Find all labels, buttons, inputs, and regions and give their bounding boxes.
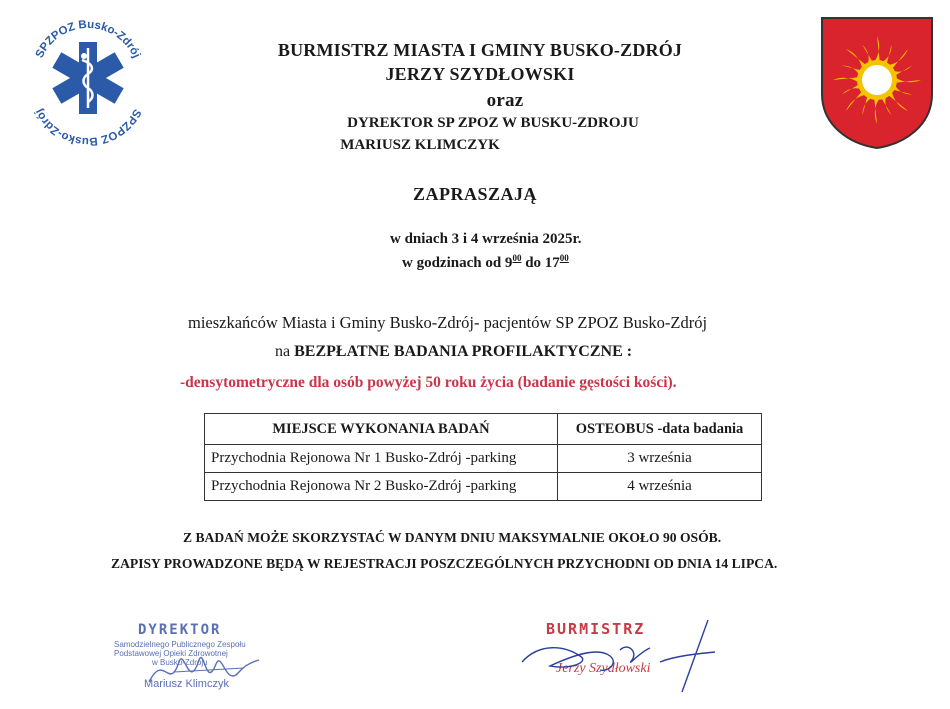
notice-capacity: Z BADAŃ MOŻE SKORZYSTAĆ W DANYM DNIU MAKSYMALNIE OKOŁO 90 OSÓB. — [183, 530, 722, 545]
logo-text-bottom: SPZPOZ Busko-Zdrój — [32, 106, 143, 148]
header-director-title: DYREKTOR SP ZPOZ W BUSKU-ZDROJU — [347, 115, 639, 131]
mayor-stamp: BURMISTRZ Jerzy Szydłowski — [510, 612, 730, 704]
table-row — [205, 473, 762, 501]
header-place: MIEJSCE WYKONANIA BADAŃ — [205, 414, 558, 445]
row-place: Przychodnia Rejonowa Nr 2 Busko-Zdrój -parking — [205, 473, 558, 501]
row-date: 4 września — [558, 473, 762, 501]
mayor-signature — [510, 612, 730, 704]
crest-sun-icon — [818, 14, 936, 152]
date-line: w dniach 3 i 4 września 2025r. — [390, 231, 582, 247]
header-and: oraz — [486, 90, 524, 111]
star-of-life-icon — [52, 42, 123, 114]
audience-text: mieszkańców Miasta i Gminy Busko-Zdrój- pacjentów SP ZPOZ Busko-Zdrój — [188, 313, 708, 332]
notice-registration: ZAPISY PROWADZONE BĘDĄ W REJESTRACJI POSZCZEGÓLNYCH PRZYCHODNI OD DNIA 14 LIPCA. — [111, 556, 778, 571]
header-director-name: MARIUSZ KLIMCZYK — [340, 137, 500, 153]
row-place: Przychodnia Rejonowa Nr 1 Busko-Zdrój -parking — [205, 445, 558, 473]
row-date: 3 września — [558, 445, 762, 473]
schedule-table — [204, 413, 762, 501]
table-row — [205, 445, 762, 473]
invite-heading: ZAPRASZAJĄ — [412, 184, 537, 204]
exam-line: na BEZPŁATNE BADANIA PROFILAKTYCZNE : — [275, 343, 633, 360]
spzpoz-logo — [18, 8, 158, 148]
header-date: OSTEOBUS -data badania — [558, 414, 762, 445]
exam-detail: -densytometryczne dla osób powyżej 50 roku życia (badanie gęstości kości). — [180, 374, 677, 391]
header-mayor-name: JERZY SZYDŁOWSKI — [385, 64, 575, 84]
director-signature — [144, 642, 264, 698]
logo-text-top: SPZPOZ Busko-Zdrój — [33, 18, 143, 60]
director-stamp: DYREKTOR Samodzielnego Publicznego Zespołu Podstawowej Opieki Zdrowotnej w Busku-Zdroju Mariusz Klimczyk — [104, 622, 294, 700]
hours-line: w godzinach od $9^{00}$ do $17^{00}$ — [402, 253, 569, 271]
table-header-row — [205, 414, 762, 445]
header-mayor-title: BURMISTRZ MIASTA I GMINY BUSKO-ZDRÓJ — [277, 40, 683, 60]
